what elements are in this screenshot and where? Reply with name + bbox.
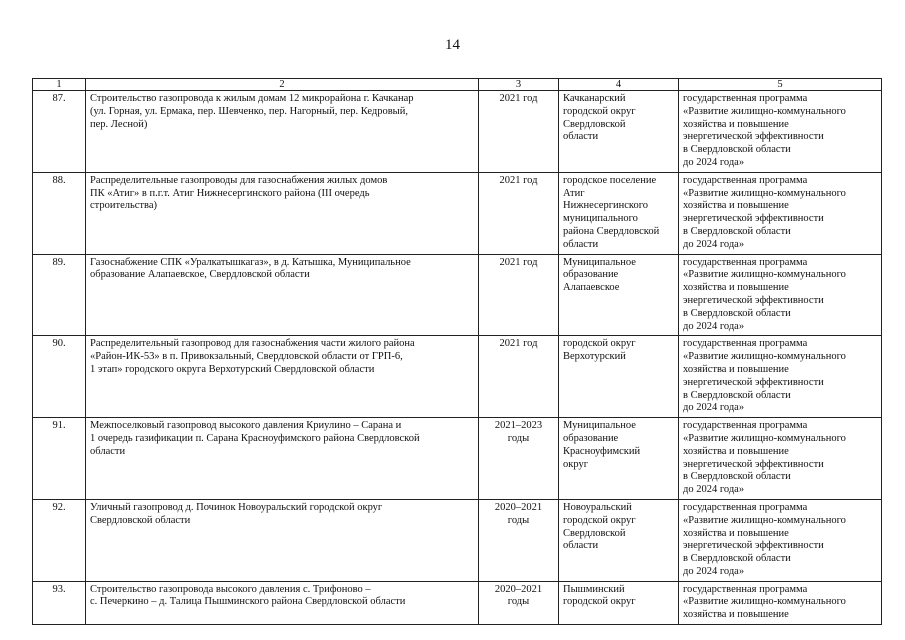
project-name [86,254,479,336]
project-name [86,499,479,581]
column-header-2: 2 [86,79,479,91]
table-row [33,172,882,254]
program [679,581,882,624]
column-number-row [33,79,882,91]
page-number: 14 [445,37,460,53]
project-name-text: Строительство газопровода высокого давления с. Трифоново – с. Печеркино – д. Талица Пышминского района Свердловской области [90,583,406,608]
row-number [33,91,86,173]
row-number-text: 93. [52,583,66,595]
program [679,91,882,173]
project-name [86,581,479,624]
project-year [479,418,559,500]
program [679,172,882,254]
row-number [33,172,86,254]
row-number-text: 92. [52,501,66,513]
program-text: государственная программа «Развитие жилищно-коммунального хозяйства и повышение энергетической эффективности в Свердловской области до 2024 года» [683,174,846,250]
row-number-text: 87. [52,93,66,104]
row-number-text: 89. [52,256,66,268]
project-name-text: Межпоселковый газопровод высокого давления Криулино – Сарана и 1 очередь газификации п. Сарана Красноуфимского района Свердловской области [90,420,420,457]
project-year [479,581,559,624]
row-number [33,581,86,624]
municipality-text: Новоуральский городской округ Свердловской области [563,501,636,552]
program [679,499,882,581]
municipality-text: городской округ Верхотурский [563,338,636,363]
municipality [559,499,679,581]
project-name-text: Распределительный газопровод для газоснабжения части жилого района «Район-ИК-53» в п. Привокзальный, Свердловской области от ГРП-6, 1 этап» городского округа Верхотурский Свердловской области [90,338,415,375]
project-year [479,499,559,581]
project-name-text: Строительство газопровода к жилым домам 12 микрорайона г. Качканар (ул. Горная, ул. Ермака, пер. Шевченко, пер. Нагорный, пер. Кедровый, пер. Лесной) [90,93,414,130]
municipality [559,172,679,254]
project-name-text: Распределительные газопроводы для газоснабжения жилых домов ПК «Атиг» в п.г.т. Атиг Нижнесергинского района (III очередь строительства) [90,174,388,212]
project-name [86,91,479,173]
municipality-text: Муниципальное образование Красноуфимский округ [563,420,641,470]
table-row [33,581,882,624]
municipality [559,254,679,336]
project-year [479,91,559,173]
row-number-text: 91. [52,420,66,432]
project-year-text: 2020–2021 годы [494,583,543,608]
project-name [86,418,479,500]
column-header-3: 3 [479,79,559,91]
program-text: государственная программа «Развитие жилищно-коммунального хозяйства и повышение энергетической эффективности в Свердловской области до 2024 года» [683,501,846,577]
program-text: государственная программа «Развитие жилищно-коммунального хозяйства и повышение энергетической эффективности в Свердловской области до 2024 года» [683,420,846,496]
project-year-text: 2021 год [499,338,538,350]
project-name-text: Уличный газопровод д. Починок Новоуральский городской округ Свердловской области [90,501,383,526]
row-number [33,499,86,581]
program-text: государственная программа «Развитие жилищно-коммунального хозяйства и повышение энергетической эффективности в Свердловской области до 2024 года» [683,93,846,168]
table-row [33,499,882,581]
municipality [559,91,679,173]
municipality [559,418,679,500]
program [679,254,882,336]
project-name-text: Газоснабжение СПК «Уралкатышкагаз», в д. Катышка, Муниципальное образование Алапаевское, Свердловской области [90,256,411,281]
table-row [33,336,882,418]
table-row [33,91,882,173]
project-year-text: 2021 год [499,93,538,104]
column-header-1: 1 [33,79,86,91]
project-year-text: 2021–2023 годы [494,420,543,444]
project-year-text: 2020–2021 годы [494,501,543,526]
municipality-text: Муниципальное образование Алапаевское [563,256,636,294]
row-number-text: 88. [52,174,66,186]
project-year-text: 2021 год [499,174,538,186]
municipality [559,336,679,418]
row-number-text: 90. [52,338,66,350]
program [679,336,882,418]
row-number [33,254,86,336]
municipality [559,581,679,624]
projects-table [32,78,882,625]
project-year [479,336,559,418]
municipality-text: Качканарский городской округ Свердловской области [563,93,636,143]
row-number [33,418,86,500]
municipality-text: Пышминский городской округ [563,583,636,608]
project-name [86,172,479,254]
project-year-text: 2021 год [499,256,538,268]
table-row [33,418,882,500]
project-year [479,172,559,254]
program-text: государственная программа «Развитие жилищно-коммунального хозяйства и повышение энергетической эффективности в Свердловской области до 2024 года» [683,256,846,332]
project-year [479,254,559,336]
row-number [33,336,86,418]
column-header-5: 5 [679,79,882,91]
program-text: государственная программа «Развитие жилищно-коммунального хозяйства и повышение [683,583,846,621]
program [679,418,882,500]
municipality-text: городское поселение Атиг Нижнесергинского муниципального района Свердловской области [563,174,660,250]
project-name [86,336,479,418]
column-header-4: 4 [559,79,679,91]
program-text: государственная программа «Развитие жилищно-коммунального хозяйства и повышение энергетической эффективности в Свердловской области до 2024 года» [683,338,846,414]
table-row [33,254,882,336]
